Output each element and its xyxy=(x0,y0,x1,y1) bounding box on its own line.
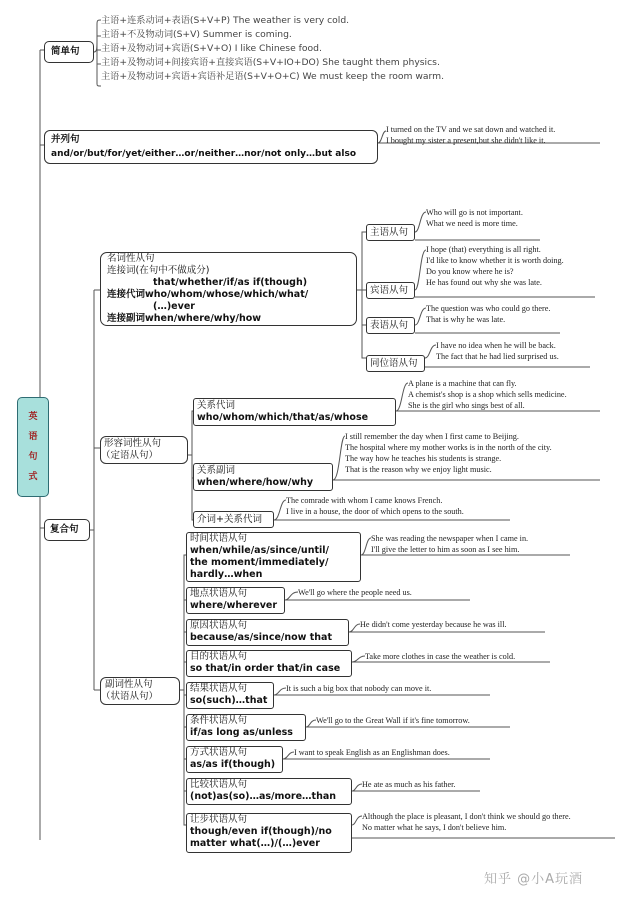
example-sentence: I still remember the day when I first came to Beijing. xyxy=(345,432,519,441)
node-label: 方式状语从句 xyxy=(190,747,248,758)
example-sentence: That is why he was late. xyxy=(426,315,506,324)
example-sentence: He ate as much as his father. xyxy=(362,780,456,789)
root-char: 英 xyxy=(28,412,38,422)
node-label: 目的状语从句 xyxy=(190,651,248,662)
example-sentence: That is the reason why we enjoy light music. xyxy=(345,465,492,474)
node-label: though/even if(though)/no xyxy=(190,826,332,837)
node-label: 简单句 xyxy=(51,46,80,57)
node-preposition-relative xyxy=(193,511,274,528)
node-label: that/whether/if/as if(though) xyxy=(153,277,308,288)
simple-pattern: 主语+连系动词+表语(S+V+P) The weather is very cold. xyxy=(101,15,350,26)
node-label: 形容词性从句 xyxy=(104,438,162,449)
watermark: 知乎 @小A玩酒 xyxy=(484,872,584,887)
node-label: 介词+关系代词 xyxy=(197,514,262,525)
node-label: hardly…when xyxy=(190,569,263,580)
example-sentence: I turned on the TV and we sat down and watched it. xyxy=(386,125,556,134)
node-label: as/as if(though) xyxy=(190,759,276,770)
node-subject-clause xyxy=(366,224,415,241)
example-sentence: He didn't come yesterday because he was ill. xyxy=(360,620,507,629)
node-simple-sentence xyxy=(44,41,94,63)
node-place-clause xyxy=(186,587,285,614)
node-label: if/as long as/unless xyxy=(190,727,293,738)
node-label: 副词性从句 xyxy=(105,679,153,690)
root-char: 式 xyxy=(28,472,38,482)
node-label: 表语从句 xyxy=(370,320,409,331)
example-sentence: I have no idea when he will be back. xyxy=(436,341,556,350)
node-label: because/as/since/now that xyxy=(190,632,332,643)
node-label: 同位语从句 xyxy=(370,358,418,369)
node-predicative-clause xyxy=(366,317,415,334)
node-label: 让步状语从句 xyxy=(190,814,248,825)
node-label: so(such)…that xyxy=(190,695,268,706)
example-sentence: We'll go where the people need us. xyxy=(298,588,412,597)
example-sentence: I live in a house, the door of which opens to the south. xyxy=(286,507,464,516)
example-sentence: He has found out why she was late. xyxy=(426,278,542,287)
node-label: （定语从句） xyxy=(101,450,159,461)
node-label: 名词性从句 xyxy=(107,253,155,264)
example-sentence: She is the girl who sings best of all. xyxy=(408,401,525,410)
example-sentence: The hospital where my mother works is in the north of the city. xyxy=(345,443,552,452)
node-label: (…)ever xyxy=(153,301,195,312)
example-sentence: I bought my sister a present,but she didn't like it. xyxy=(386,136,546,145)
example-sentence: We'll go to the Great Wall if it's fine tomorrow. xyxy=(316,716,470,725)
example-sentence: Although the place is pleasant, I don't think we should go there. xyxy=(362,812,571,821)
node-time-clause xyxy=(186,532,361,582)
node-label: 连接副词when/where/why/how xyxy=(107,313,262,324)
example-sentence: No matter what he says, I don't believe him. xyxy=(362,823,507,832)
node-noun-clause xyxy=(100,252,357,326)
node-label: so that/in order that/in case xyxy=(190,663,341,674)
node-label: 复合句 xyxy=(50,524,79,535)
node-appositive-clause xyxy=(366,355,425,372)
example-sentence: Do you know where he is? xyxy=(426,267,514,276)
root-char: 语 xyxy=(28,432,38,442)
node-object-clause xyxy=(366,282,415,299)
node-adverbial-clause xyxy=(100,677,180,705)
example-sentence: A plane is a machine that can fly. xyxy=(408,379,517,388)
node-manner-clause xyxy=(186,746,283,773)
node-purpose-clause xyxy=(186,650,352,677)
example-sentence: What we need is more time. xyxy=(426,219,518,228)
example-sentence: It is such a big box that nobody can move it. xyxy=(286,684,432,693)
simple-pattern: 主语+及物动词+间接宾语+直接宾语(S+V+IO+DO) She taught them physics. xyxy=(101,57,440,68)
root-char: 句 xyxy=(28,452,38,462)
compound-conjunctions: and/or/but/for/yet/either…or/neither…nor/not only…but also xyxy=(51,149,357,159)
node-relative-pronoun xyxy=(193,398,396,426)
simple-pattern: 主语+不及物动词(S+V) Summer is coming. xyxy=(101,29,292,40)
example-sentence: A chemist's shop is a shop which sells medicine. xyxy=(408,390,567,399)
node-adjective-clause xyxy=(100,436,188,464)
root-node xyxy=(17,397,49,497)
node-label: matter what(…)/(…)ever xyxy=(190,838,320,849)
node-label: 关系代词 xyxy=(197,400,236,411)
example-sentence: She was reading the newspaper when I came in. xyxy=(371,534,529,543)
example-sentence: The comrade with whom I came knows French. xyxy=(286,496,443,505)
example-sentence: The question was who could go there. xyxy=(426,304,551,313)
node-result-clause xyxy=(186,682,274,709)
node-label: 结果状语从句 xyxy=(190,683,248,694)
node-label: 条件状语从句 xyxy=(190,715,248,726)
node-label: 比较状语从句 xyxy=(190,779,248,790)
node-label: 时间状语从句 xyxy=(190,533,248,544)
node-comparison-clause xyxy=(186,778,352,805)
node-reason-clause xyxy=(186,619,349,646)
node-label: （状语从句） xyxy=(101,691,159,702)
node-label: 关系副词 xyxy=(197,465,236,476)
example-sentence: The fact that he had lied surprised us. xyxy=(436,352,559,361)
node-concession-clause xyxy=(186,813,352,853)
node-label: where/wherever xyxy=(190,600,278,611)
node-label: the moment/immediately/ xyxy=(190,557,329,568)
node-label: 连接词(在句中不做成分) xyxy=(107,265,210,276)
simple-pattern: 主语+及物动词+宾语+宾语补足语(S+V+O+C) We must keep the room warm. xyxy=(101,71,445,82)
node-label: 并列句 xyxy=(51,134,80,145)
example-sentence: Who will go is not important. xyxy=(426,208,523,217)
node-label: 连接代词who/whom/whose/which/what/ xyxy=(107,289,309,300)
node-label: 地点状语从句 xyxy=(190,588,248,599)
node-label: (not)as(so)…as/more…than xyxy=(190,791,337,802)
example-sentence: I hope (that) everything is all right. xyxy=(426,245,541,254)
node-label: 原因状语从句 xyxy=(190,620,248,631)
node-relative-adverb xyxy=(193,463,333,491)
node-label: 宾语从句 xyxy=(370,285,409,296)
node-label: who/whom/which/that/as/whose xyxy=(197,412,369,423)
node-complex-sentence xyxy=(44,519,90,541)
example-sentence: I'll give the letter to him as soon as I see him. xyxy=(371,545,520,554)
node-condition-clause xyxy=(186,714,306,741)
example-sentence: I'd like to know whether it is worth doing. xyxy=(426,256,564,265)
node-label: 主语从句 xyxy=(370,227,409,238)
node-label: when/where/how/why xyxy=(197,477,314,488)
node-label: when/while/as/since/until/ xyxy=(190,545,329,556)
example-sentence: I want to speak English as an Englishman does. xyxy=(294,748,450,757)
node-compound-sentence xyxy=(44,130,378,164)
example-sentence: The way how he teaches his students is strange. xyxy=(345,454,502,463)
simple-pattern: 主语+及物动词+宾语(S+V+O) I like Chinese food. xyxy=(101,43,322,54)
example-sentence: Take more clothes in case the weather is cold. xyxy=(365,652,516,661)
